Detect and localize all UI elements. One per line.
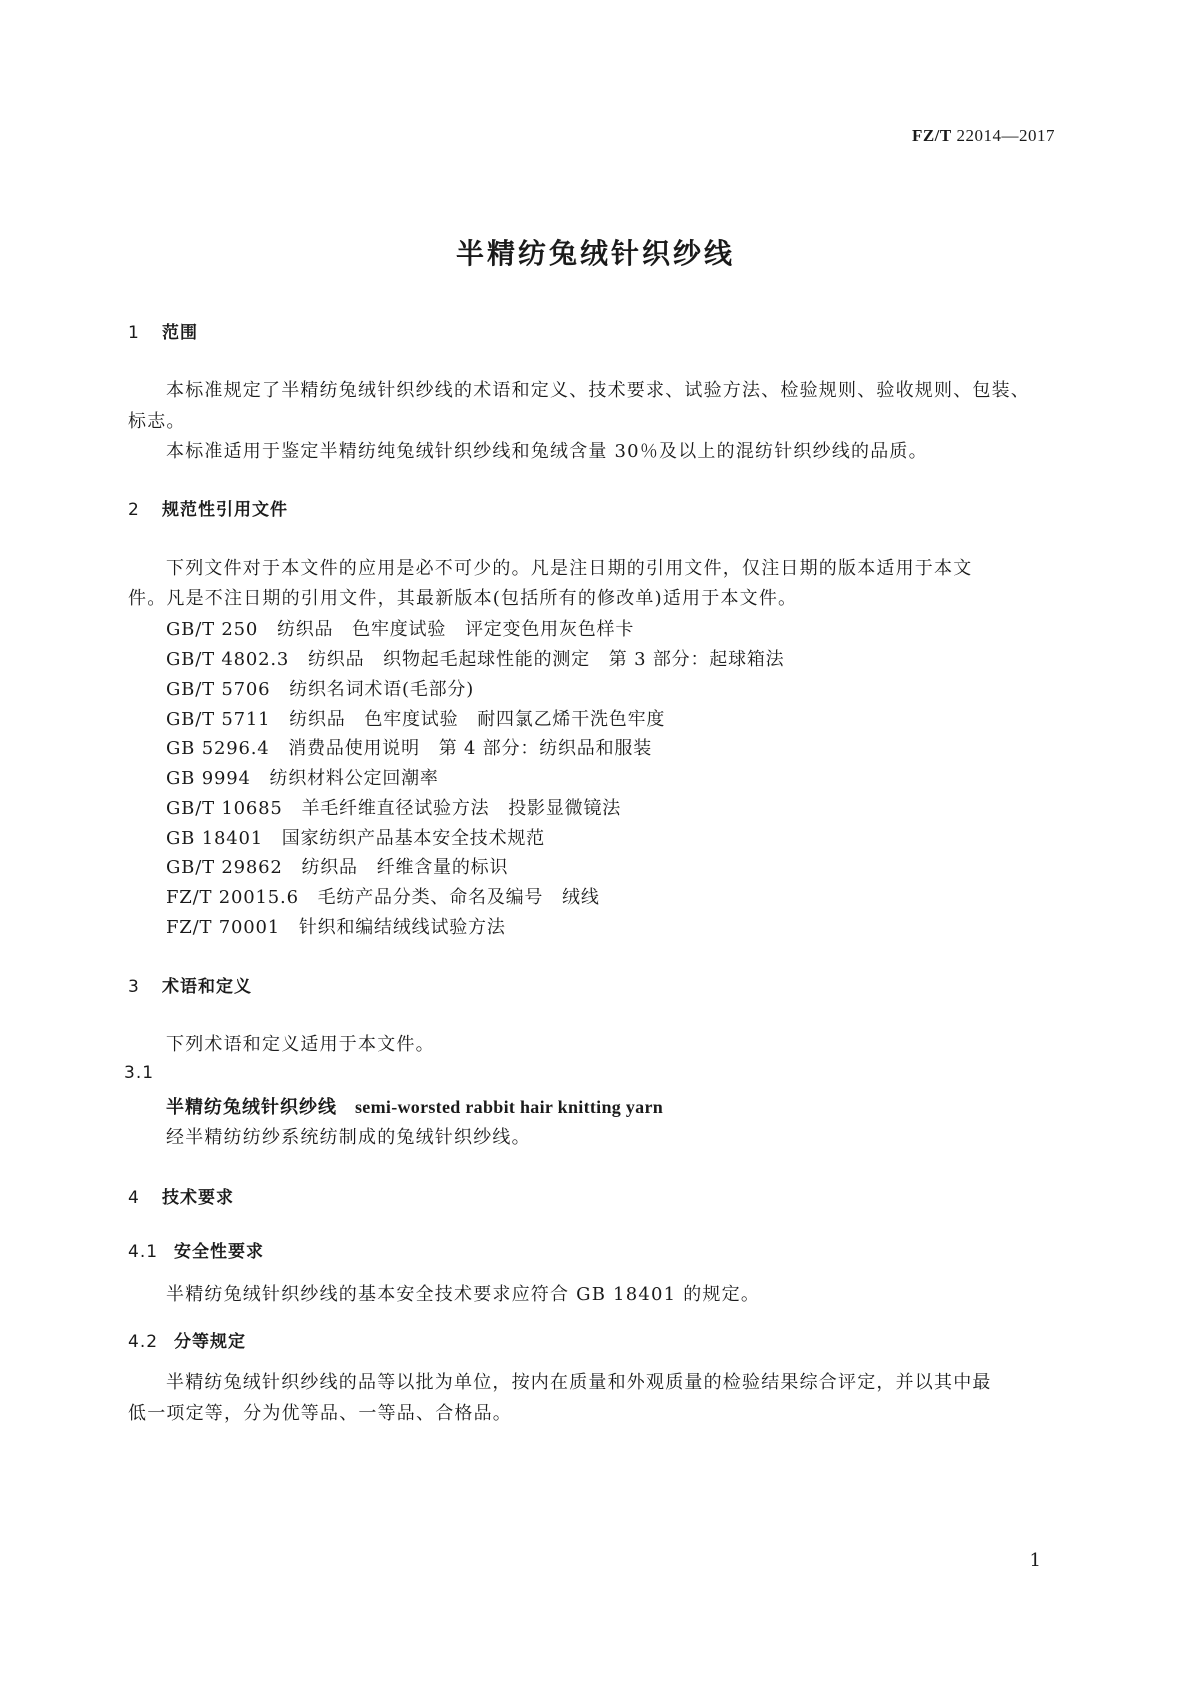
standard-id <box>912 126 1055 146</box>
section-2-intro-line-2: 件。凡是不注日期的引用文件，其最新版本(包括所有的修改单)适用于本文件。 <box>128 588 798 609</box>
ref-gb-t-4802-3: GB/T 4802.3 纺织品 织物起毛起球性能的测定 第 3 部分：起球箱法 <box>166 649 785 670</box>
term-english: semi-worsted rabbit hair knitting yarn <box>355 1097 664 1117</box>
section-4-1-heading <box>128 1237 264 1262</box>
section-1-number: 1 <box>128 323 140 343</box>
standard-number: 22014—2017 <box>956 126 1055 145</box>
section-1-para-1-line-1: 本标准规定了半精纺兔绒针织纱线的术语和定义、技术要求、试验方法、检验规则、验收规则、包装、 <box>166 380 1030 401</box>
ref-gb-t-5706: GB/T 5706 纺织名词术语(毛部分) <box>166 679 475 700</box>
ref-gb-5296-4: GB 5296.4 消费品使用说明 第 4 部分：纺织品和服装 <box>166 738 653 759</box>
section-1-para-2: 本标准适用于鉴定半精纺纯兔绒针织纱线和兔绒含量 30％及以上的混纺针织纱线的品质。 <box>166 441 928 462</box>
ref-gb-18401: GB 18401 国家纺织产品基本安全技术规范 <box>166 828 545 849</box>
section-2-title: 规范性引用文件 <box>162 500 288 520</box>
section-1-para-1-line-2: 标志。 <box>128 411 186 432</box>
section-1-title: 范围 <box>162 323 198 343</box>
section-4-title: 技术要求 <box>162 1188 234 1208</box>
section-4-heading <box>128 1183 234 1208</box>
ref-gb-t-10685: GB/T 10685 羊毛纤维直径试验方法 投影显微镜法 <box>166 798 622 819</box>
section-2-number: 2 <box>128 500 140 520</box>
ref-fz-t-70001: FZ/T 70001 针织和编结绒线试验方法 <box>166 917 506 938</box>
section-2-intro-line-1: 下列文件对于本文件的应用是必不可少的。凡是注日期的引用文件，仅注日期的版本适用于本文 <box>166 558 973 579</box>
section-4-1-title: 安全性要求 <box>174 1242 264 1262</box>
ref-gb-t-5711: GB/T 5711 纺织品 色牢度试验 耐四氯乙烯干洗色牢度 <box>166 709 666 730</box>
document-title: 半精纺兔绒针织纱线 <box>455 237 735 270</box>
section-3-heading <box>128 972 252 997</box>
section-4-2-heading <box>128 1327 246 1352</box>
ref-gb-t-29862: GB/T 29862 纺织品 纤维含量的标识 <box>166 857 509 878</box>
section-4-2-line-2: 低一项定等，分为优等品、一等品、合格品。 <box>128 1403 512 1424</box>
ref-fz-t-20015-6: FZ/T 20015.6 毛纺产品分类、命名及编号 绒线 <box>166 887 600 908</box>
section-1-heading <box>128 318 198 343</box>
ref-gb-9994: GB 9994 纺织材料公定回潮率 <box>166 768 439 789</box>
ref-gb-t-250: GB/T 250 纺织品 色牢度试验 评定变色用灰色样卡 <box>166 619 635 640</box>
term-chinese: 半精纺兔绒针织纱线 <box>166 1097 337 1118</box>
section-3-intro: 下列术语和定义适用于本文件。 <box>166 1034 435 1055</box>
section-4-2-number: 4.2 <box>128 1332 159 1352</box>
section-4-1-text: 半精纺兔绒针织纱线的基本安全技术要求应符合 GB 18401 的规定。 <box>166 1284 761 1305</box>
term-line <box>166 1093 663 1119</box>
page-number: 1 <box>1029 1550 1041 1571</box>
section-4-number: 4 <box>128 1188 140 1208</box>
section-2-heading <box>128 495 288 520</box>
term-definition: 经半精纺纺纱系统纺制成的兔绒针织纱线。 <box>166 1127 531 1148</box>
section-3-number: 3 <box>128 977 140 997</box>
section-4-2-line-1: 半精纺兔绒针织纱线的品等以批为单位，按内在质量和外观质量的检验结果综合评定，并以其中最 <box>166 1372 992 1393</box>
term-number: 3.1 <box>124 1063 155 1083</box>
section-4-1-number: 4.1 <box>128 1242 159 1262</box>
standard-prefix: FZ/T <box>911 126 952 145</box>
section-3-title: 术语和定义 <box>162 977 252 997</box>
section-4-2-title: 分等规定 <box>174 1332 246 1352</box>
